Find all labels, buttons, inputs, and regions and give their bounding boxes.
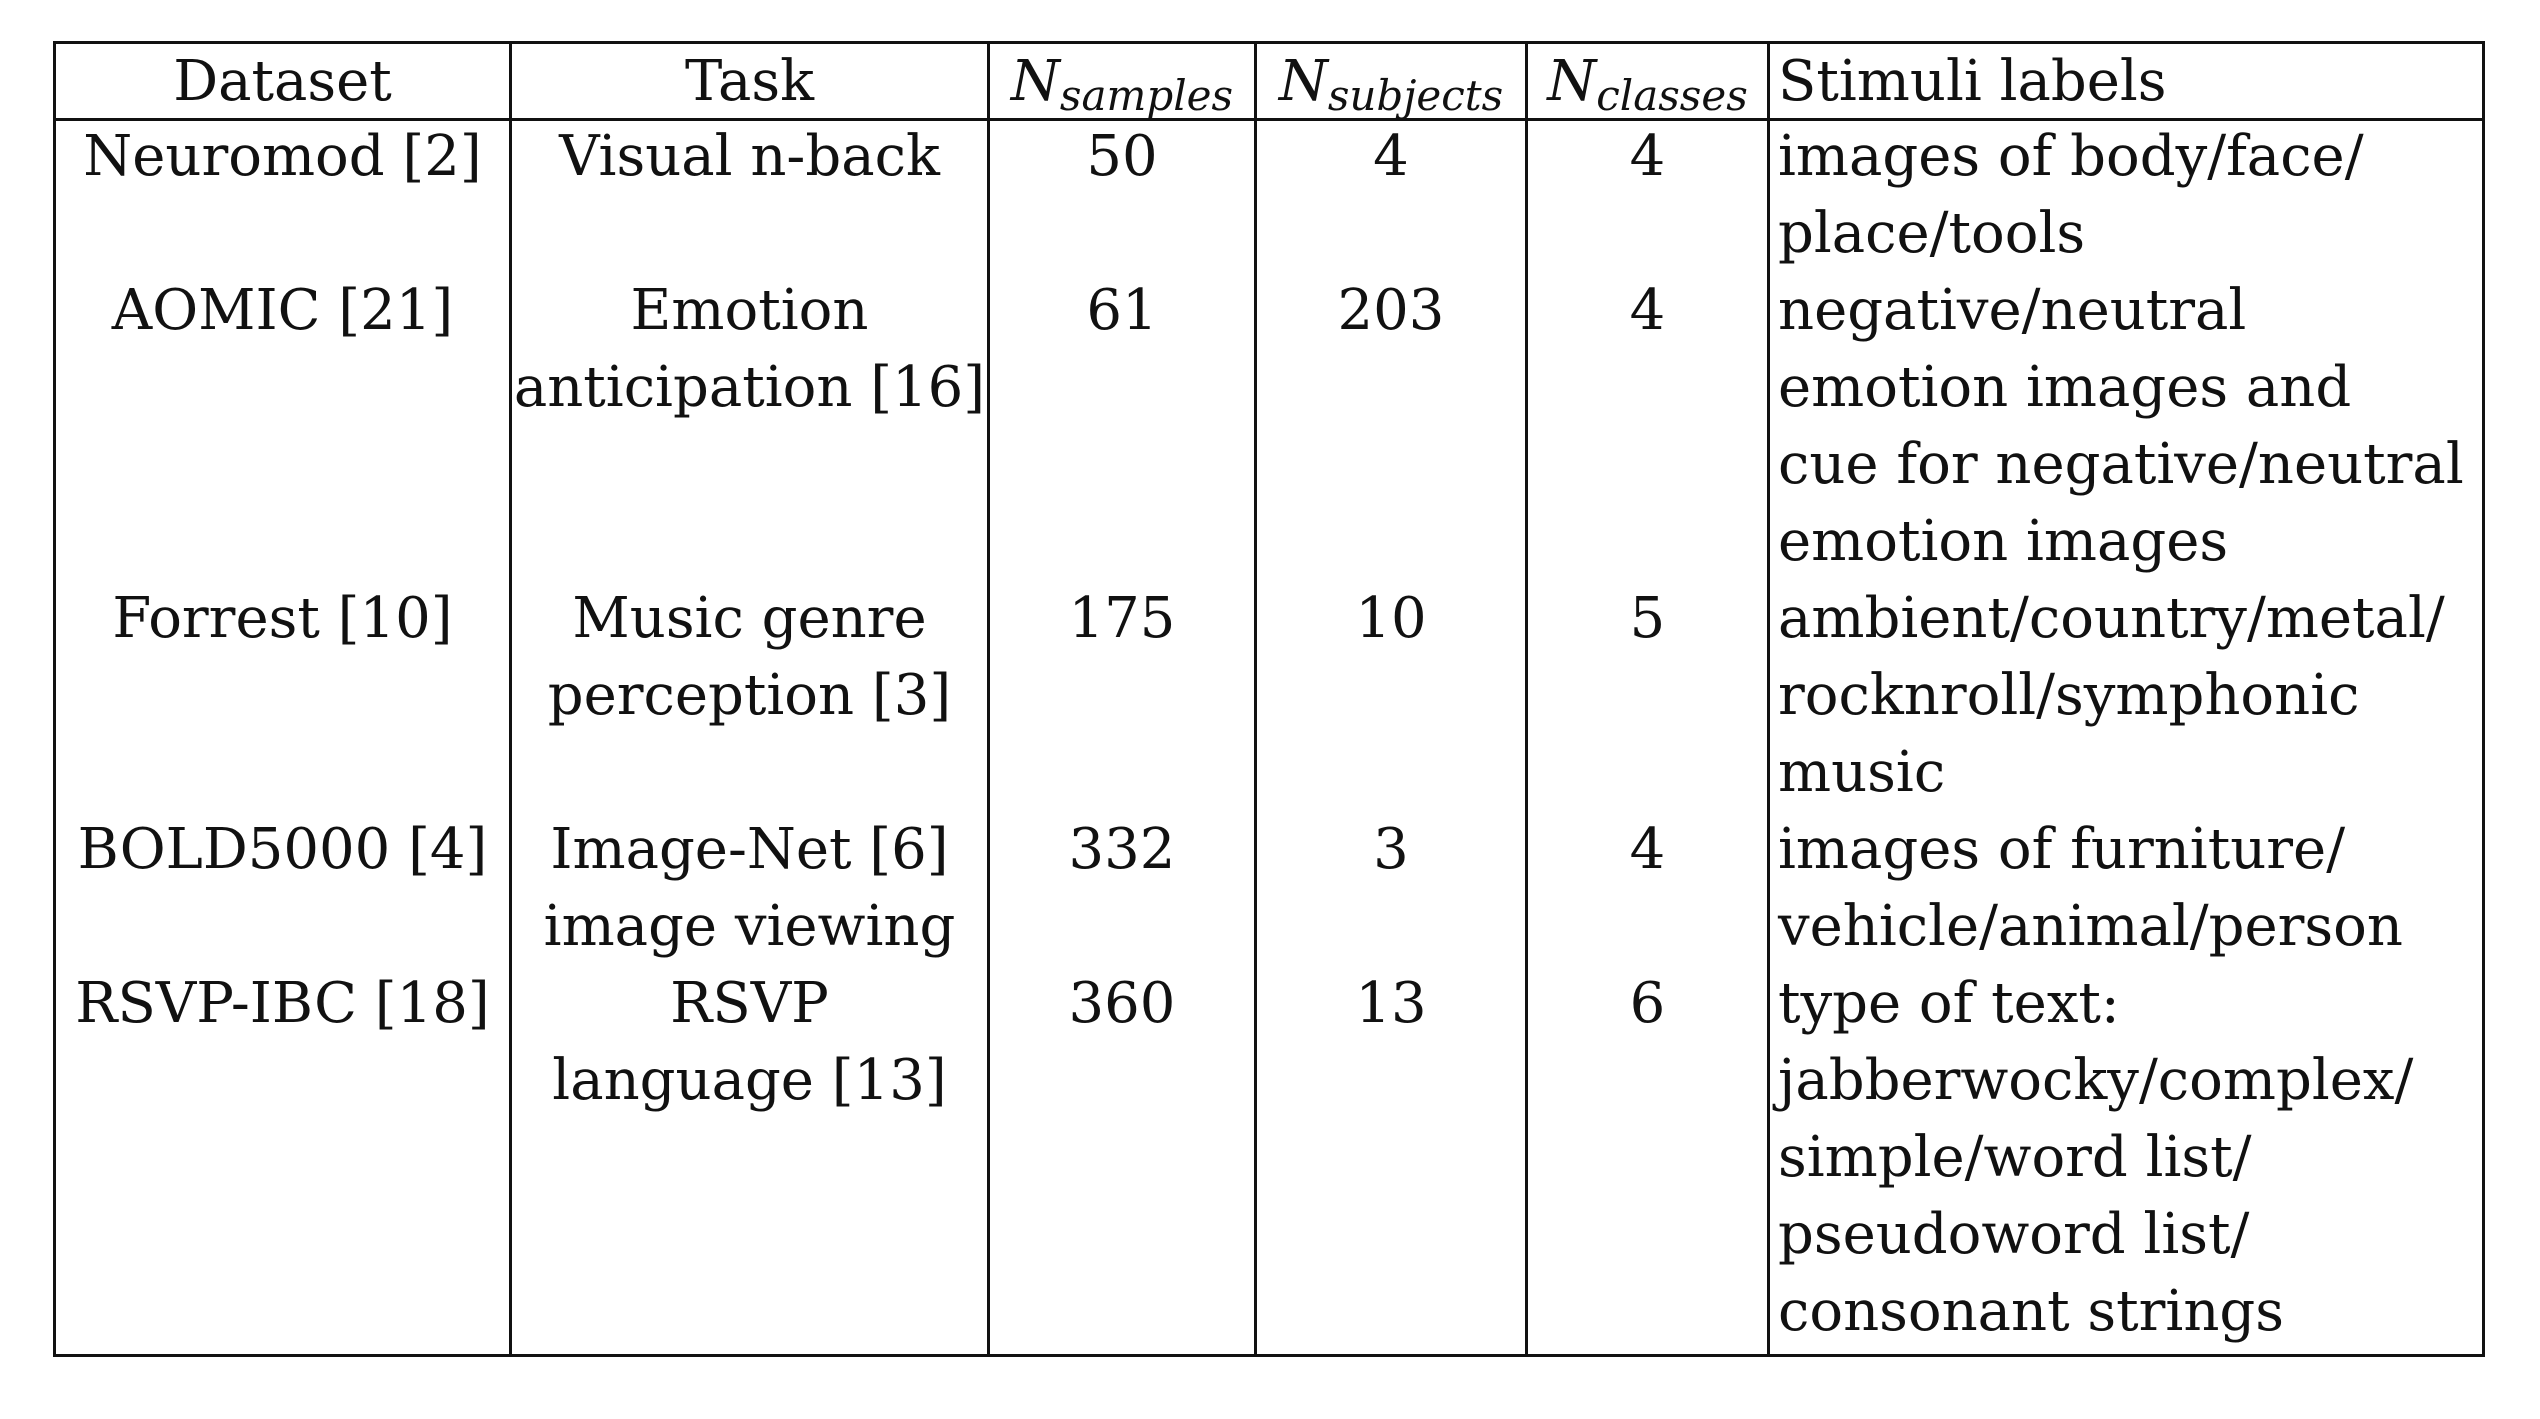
cell-n-classes: 4	[1629, 278, 1666, 343]
cell-stimuli-line: simple/word list/	[1778, 1125, 2252, 1190]
cell-n-samples: 175	[1068, 586, 1176, 651]
cell-n-classes: 6	[1629, 971, 1666, 1036]
header-n-classes: $N_{classes}$	[1547, 49, 1748, 120]
cell-stimuli-line: ambient/country/metal/	[1778, 586, 2445, 651]
cell-dataset: Forrest [10]	[112, 586, 453, 651]
cell-dataset: RSVP-IBC [18]	[75, 971, 490, 1036]
cell-task-line: Visual n-back	[559, 124, 940, 189]
cell-dataset: Neuromod [2]	[83, 124, 482, 189]
cell-stimuli-line: images of furniture/	[1778, 817, 2346, 882]
cell-task-line: image viewing	[543, 894, 956, 959]
cell-n-subjects: 3	[1373, 817, 1409, 882]
cell-n-samples: 61	[1086, 278, 1158, 343]
header-n-subjects: $N_{subjects}$	[1278, 49, 1504, 120]
cell-task-line: Emotion	[630, 278, 869, 343]
cell-stimuli-line: negative/neutral	[1778, 278, 2247, 343]
cell-stimuli-line: type of text:	[1778, 971, 2120, 1036]
cell-n-classes: 4	[1629, 817, 1666, 882]
cell-stimuli-line: consonant strings	[1778, 1279, 2284, 1344]
header-stimuli-labels: Stimuli labels	[1778, 49, 2167, 114]
cell-n-classes: 4	[1629, 124, 1666, 189]
cell-stimuli-line: jabberwocky/complex/	[1778, 1048, 2414, 1113]
cell-n-samples: 50	[1086, 124, 1158, 189]
column-divider-5	[1767, 41, 1770, 1357]
cell-stimuli-line: music	[1778, 740, 1946, 805]
cell-stimuli-line: emotion images	[1778, 509, 2229, 574]
column-divider-2	[987, 41, 990, 1357]
column-divider-3	[1254, 41, 1257, 1357]
cell-dataset: BOLD5000 [4]	[77, 817, 488, 882]
cell-stimuli-line: emotion images and	[1778, 355, 2352, 420]
header-n-samples: $N_{samples}$	[1010, 49, 1234, 120]
cell-n-subjects: 203	[1337, 278, 1445, 343]
cell-stimuli-line: rocknroll/symphonic	[1778, 663, 2360, 728]
cell-task-line: language [13]	[552, 1048, 947, 1113]
cell-stimuli-line: images of body/face/	[1778, 124, 2364, 189]
cell-task-line: anticipation [16]	[513, 355, 986, 420]
cell-task-line: Music genre	[572, 586, 927, 651]
cell-stimuli-line: pseudoword list/	[1778, 1202, 2250, 1267]
cell-n-classes: 5	[1629, 586, 1666, 651]
header-dataset: Dataset	[173, 49, 392, 114]
cell-n-samples: 332	[1068, 817, 1176, 882]
column-divider-4	[1525, 41, 1528, 1357]
cell-stimuli-line: cue for negative/neutral	[1778, 432, 2464, 497]
cell-stimuli-line: vehicle/animal/person	[1778, 894, 2403, 959]
cell-task-line: perception [3]	[547, 663, 952, 728]
cell-n-subjects: 13	[1355, 971, 1427, 1036]
header-task: Task	[684, 49, 815, 114]
cell-n-subjects: 4	[1373, 124, 1409, 189]
cell-n-samples: 360	[1068, 971, 1176, 1036]
cell-task-line: Image-Net [6]	[550, 817, 949, 882]
cell-dataset: AOMIC [21]	[111, 278, 454, 343]
cell-stimuli-line: place/tools	[1778, 201, 2086, 266]
cell-n-subjects: 10	[1355, 586, 1427, 651]
cell-task-line: RSVP	[670, 971, 829, 1036]
